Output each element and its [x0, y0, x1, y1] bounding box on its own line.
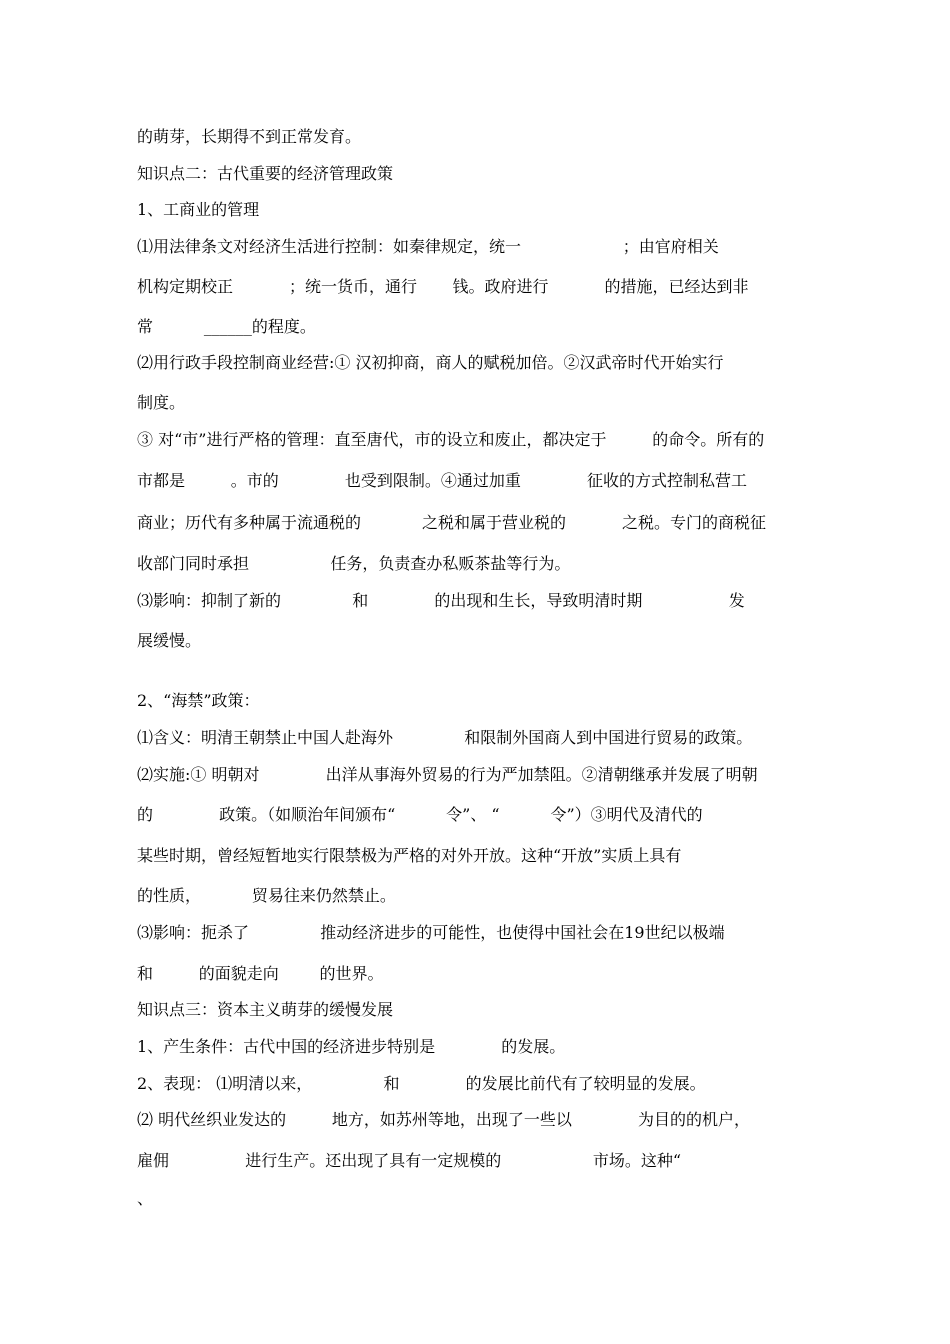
text-line: ⑶影响：抑制了新的 和 的出现和生长，导致明清时期 发	[137, 591, 745, 610]
text-line: 常 ______的程度。	[137, 317, 316, 336]
section-heading: 知识点三：资本主义萌芽的缓慢发展	[137, 1000, 394, 1019]
text-line: 雇佣 进行生产。还出现了具有一定规模的 市场。这种“	[137, 1151, 682, 1170]
text-line: 的性质， 贸易往来仍然禁止。	[137, 886, 396, 905]
text-line: 展缓慢。	[137, 631, 202, 650]
text-line: ⑶影响：扼杀了 推动经济进步的可能性，也使得中国社会在19世纪以极端	[137, 923, 725, 942]
text-line: 某些时期，曾经短暂地实行限禁极为严格的对外开放。这种“开放”实质上具有	[137, 846, 682, 865]
text-line: 2、表现： ⑴明清以来， 和 的发展比前代有了较明显的发展。	[137, 1074, 706, 1093]
text-line: 1、产生条件：古代中国的经济进步特别是 的发展。	[137, 1037, 566, 1056]
text-line: ③ 对“市”进行严格的管理：直至唐代，市的设立和废止，都决定于 的命令。所有的	[137, 430, 765, 449]
text-line: ⑵ 明代丝织业发达的 地方，如苏州等地，出现了一些以 为目的的机户，	[137, 1110, 750, 1129]
text-line: 市都是 。市的 也受到限制。④通过加重 征收的方式控制私营工	[137, 471, 748, 490]
text-line: 和 的面貌走向 的世界。	[137, 964, 384, 983]
text-line: ⑵实施:① 明朝对 出洋从事海外贸易的行为严加禁阻。②清朝继承并发展了明朝	[137, 765, 758, 784]
subsection-heading: 1、工商业的管理	[137, 200, 260, 219]
text-line: ⑴含义：明清王朝禁止中国人赴海外 和限制外国商人到中国进行贸易的政策。	[137, 728, 753, 747]
text-line: 机构定期校正 ；统一货币，通行 钱。政府进行 的措施，已经达到非	[137, 277, 749, 296]
text-line: 的 政策。（如顺治年间颁布“ 令”、 “ 令”）③明代及清代的	[137, 805, 703, 824]
section-heading: 知识点二：古代重要的经济管理政策	[137, 164, 394, 183]
text-line: 制度。	[137, 393, 186, 412]
subsection-heading: 2、“海禁”政策：	[137, 691, 260, 710]
text-line: ⑴用法律条文对经济生活进行控制：如秦律规定，统一 ；由官府相关	[137, 237, 719, 256]
text-line: 、	[137, 1189, 154, 1208]
text-line: 收部门同时承担 任务，负责查办私贩茶盐等行为。	[137, 554, 571, 573]
text-line: ⑵用行政手段控制商业经营:① 汉初抑商，商人的赋税加倍。②汉武帝时代开始实行	[137, 353, 724, 372]
text-line: 商业；历代有多种属于流通税的 之税和属于营业税的 之税。专门的商税征	[137, 513, 766, 532]
text-line: 的萌芽，长期得不到正常发育。	[137, 127, 362, 146]
